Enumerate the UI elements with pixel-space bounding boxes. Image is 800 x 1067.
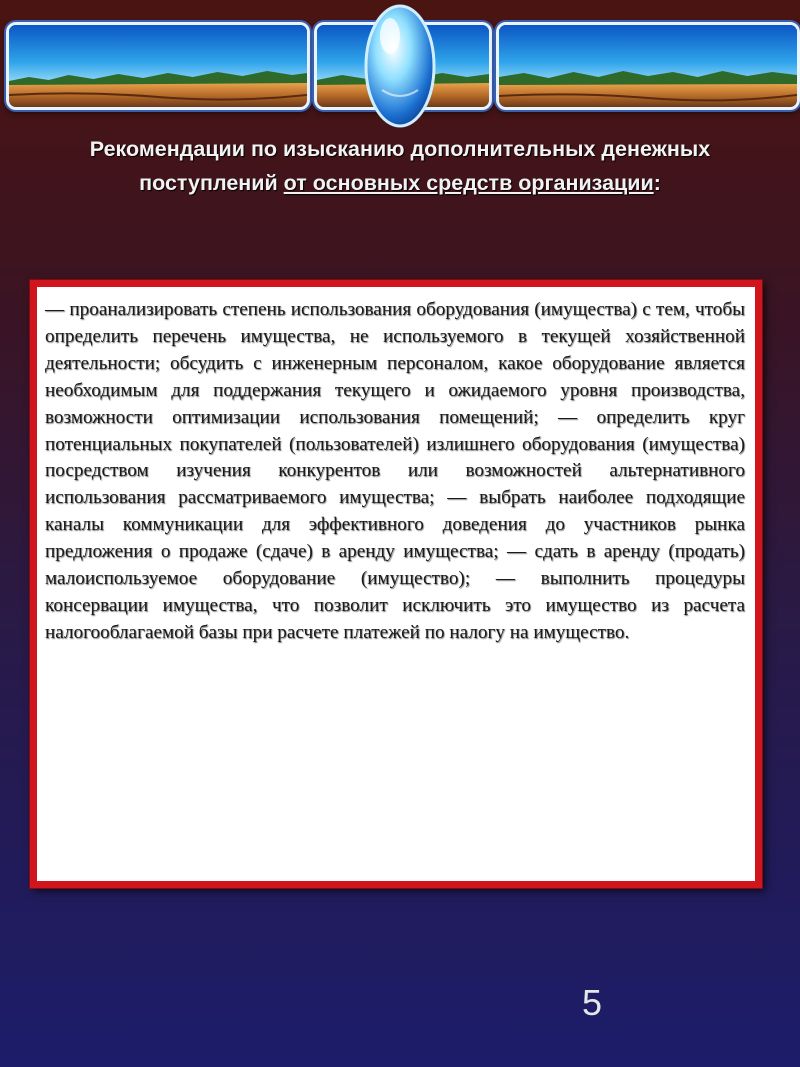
page-number: 5 — [582, 982, 603, 1023]
landscape-banner-right — [496, 22, 800, 110]
title-underlined-phrase: от основных средств организации — [283, 171, 654, 195]
recommendations-text: — проанализировать степень использования оборудования (имущества) с тем, чтобы определить перечень имущества, не используемого в текущей хозяйственной деятельности; обсудить с инженерным персоналом, какое оборудование является необходимым для поддержания текущего и ожидаемого уровня производства, возможности оптимизации использования помещений; — определить круг потенциальных покупателей (пользователей) излишнего оборудования (имущества) посредством изучения конкурентов или возможностей альтернативного использования рассматриваемого имущества; — выбрать наиболее подходящие каналы коммуникации для эффективного доведения до участников рынка предложения о продаже (сдаче) в аренду имущества; — сдать в аренду (продать) малоиспользуемое оборудование (имущество); — выполнить процедуры консервации имущества, что позволит исключить это имущество из расчета налогооблагаемой базы при расчете платежей по налогу на имущество. — [45, 299, 745, 643]
title-line-1: Рекомендации по изысканию дополнительных денежных — [89, 137, 711, 161]
recommendations-card — [30, 280, 762, 888]
crystal-gem-icon — [362, 2, 438, 130]
title-line-2-suffix: : — [653, 171, 661, 195]
title-line-2-prefix: поступлений — [139, 171, 284, 195]
title-line-2 — [40, 166, 760, 200]
landscape-banner-left — [6, 22, 310, 110]
slide-title — [40, 132, 760, 200]
